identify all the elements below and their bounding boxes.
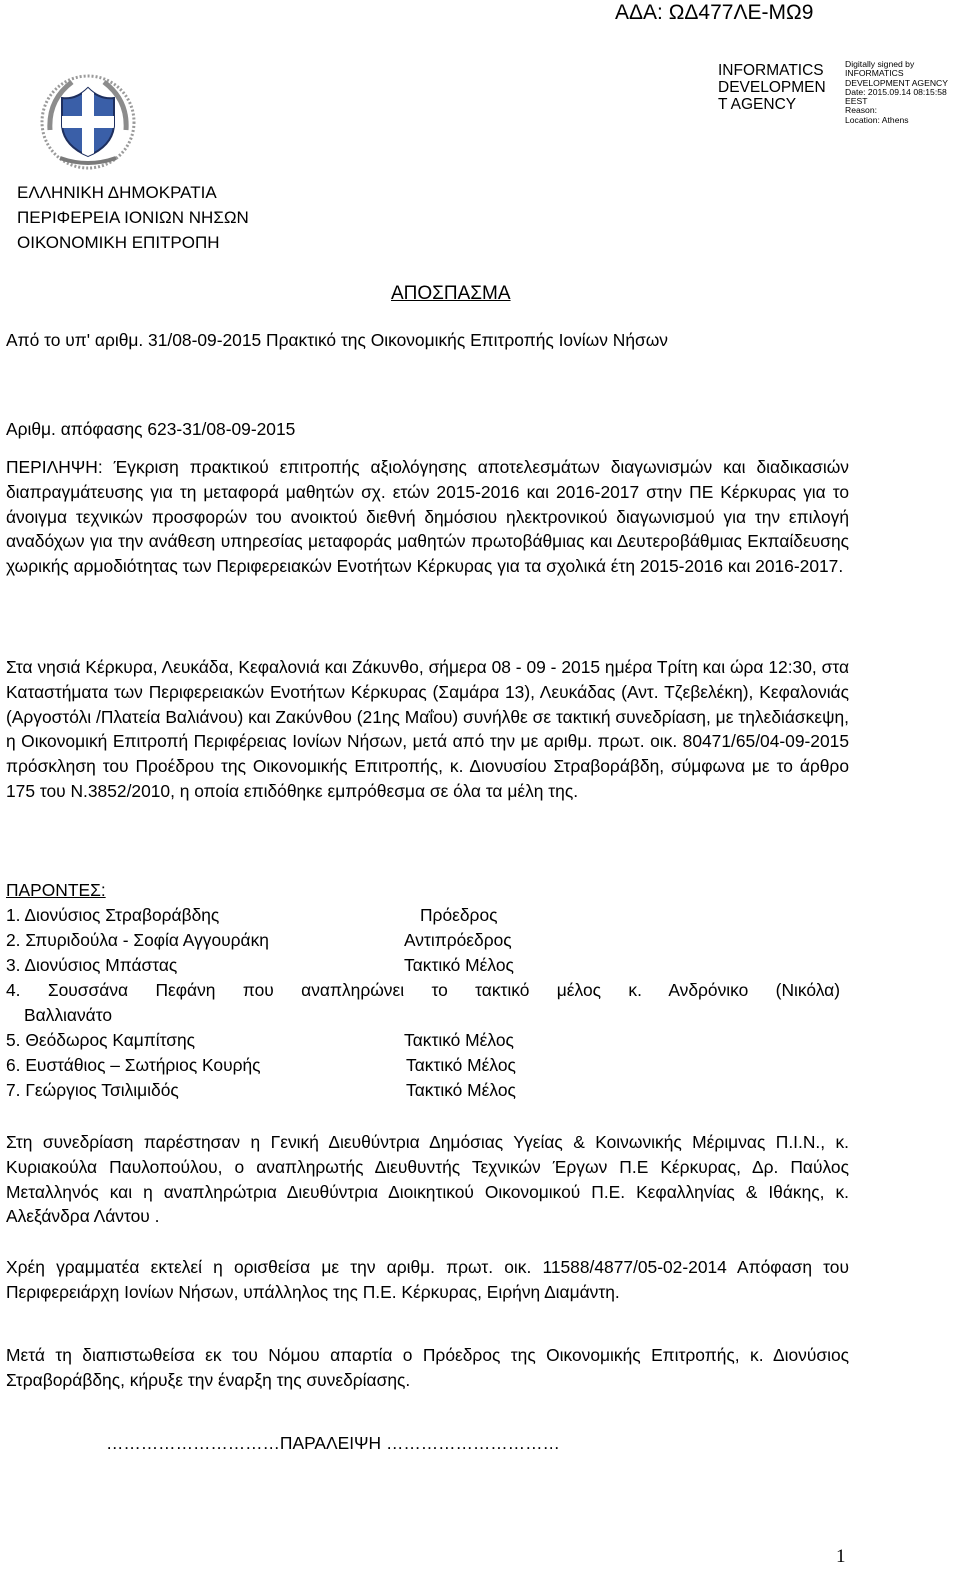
summary-paragraph bbox=[6, 455, 849, 579]
greek-emblem-icon bbox=[38, 70, 138, 170]
omission-marker: …………………………ΠΑΡΑΛΕΙΨΗ ………………………… bbox=[106, 1433, 560, 1453]
member-role: Βαλλιανάτο bbox=[24, 1005, 113, 1025]
header-line: ΟΙΚΟΝΟΜΙΚΗ ΕΠΙΤΡΟΠΗ bbox=[17, 233, 220, 252]
signature-detail-line: Reason: bbox=[845, 105, 878, 116]
member-name: 7. Γεώργιος Τσιλιμιδός bbox=[6, 1080, 179, 1100]
member-role: Τακτικό Μέλος bbox=[406, 1080, 516, 1100]
present-label: ΠΑΡΟΝΤΕΣ: bbox=[6, 880, 106, 900]
summary-text: Έγκριση πρακτικού επιτροπής αξιολόγησης αποτελεσμάτων διαγωνισμών και διαδικασιών διαπραγμάτευσης για τη μεταφορά μαθητών σχ. ετών 2015-2016 και 2016-2017 στην ΠΕ Κέρκυρας για το άνοιγμα τεχνικών προσφορών του ανοικτού διεθνή δημόσιου ηλεκτρονικού διαγωνισμού για την επιλογή αναδόχων για την ανάθεση υπηρεσίας μεταφοράς μαθητών πρωτοβάθμιας και Δευτεροβάθμιας Εκπαίδευσης χωρικής αρμοδιότητας των Περιφερειακών Ενοτήτων Κέρκυρας για τα σχολικά έτη 2015-2016 και 2016-2017. bbox=[6, 457, 849, 577]
quorum-paragraph: Μετά τη διαπιστωθείσα εκ του Νόμου απαρτία ο Πρόεδρος της Οικονομικής Επιτροπής, κ. Διονύσιος Στραβοράβδης, κήρυξε την έναρξη της συνεδρίασης. bbox=[6, 1345, 849, 1390]
member-role: Τακτικό Μέλος bbox=[404, 1030, 514, 1050]
member-role: Τακτικό Μέλος bbox=[404, 955, 514, 975]
signature-detail-line: Digitally signed by bbox=[845, 59, 915, 69]
decision-number: Αριθμ. απόφασης 623-31/08-09-2015 bbox=[6, 419, 296, 439]
signature-name-line: DEVELOPMEN bbox=[718, 79, 826, 96]
signature-name bbox=[718, 62, 840, 113]
meeting-paragraph: Στα νησιά Κέρκυρα, Λευκάδα, Κεφαλονιά και Ζάκυνθο, σήμερα 08 - 09 - 2015 ημέρα Τρίτη και ώρα 12:30, στα Καταστήματα των Περιφερειακών Ενοτήτων Κέρκυρας (Σαμάρα 13), Λευκάδας (Αντ. Τζεβελέκη), Κεφαλονιάς (Αργοστόλι /Πλατεία Βαλιάνου) και Ζακύνθου (21ης Μαΐου) συνήλθε σε τακτική συνεδρίαση, με τηλεδιάσκεψη, η Οικονομική Επιτροπή Περιφέρειας Ιονίων Νήσων, μετά από την με αριθμ. πρωτ. οικ. 80471/65/04-09-2015 πρόσκληση του Προέδρου της Οικονομικής Επιτροπής, κ. Διονυσίου Στραβοράβδη, σύμφωνα με το άρθρο 175 του Ν.3852/2010, η οποία επιδόθηκε εμπρόθεσμα σε όλα τα μέλη της. bbox=[6, 657, 849, 801]
page-number: 1 bbox=[836, 1546, 846, 1567]
member-name: 3. Διονύσιος Μπάστας bbox=[6, 955, 178, 975]
minutes-reference: Από το υπ' αριθμ. 31/08-09-2015 Πρακτικό της Οικονομικής Επιτροπής Ιονίων Νήσων bbox=[6, 330, 669, 350]
signature-detail-line: Date: 2015.09.14 08:15:58 bbox=[845, 86, 947, 97]
signature-detail-line: EEST bbox=[845, 96, 868, 107]
attendees-paragraph: Στη συνεδρίαση παρέστησαν η Γενική Διευθύντρια Δημόσιας Υγείας & Κοινωνικής Μέριμνας Π.Ι.Ν., κ. Κυριακούλα Παυλοπούλου, ο αναπληρωτής Διευθυντής Τεχνικών Έργων Π.Ε Κέρκυρας, Δρ. Παύλος Μεταλληνός και η αναπληρώτρια Διευθύντρια Διοικητικού Οικονομικού Π.Ε. Κεφαλληνίας & Ιθάκης, κ. Αλεξάνδρα Λάντου . bbox=[6, 1132, 849, 1227]
signature-detail-line: DEVELOPMENT AGENCY bbox=[845, 77, 948, 88]
header-line: ΠΕΡΙΦΕΡΕΙΑ ΙΟΝΙΩΝ ΝΗΣΩΝ bbox=[17, 208, 249, 227]
member-role: Πρόεδρος bbox=[420, 905, 498, 925]
header-line: ΕΛΛΗΝΙΚΗ ΔΗΜΟΚΡΑΤΙΑ bbox=[17, 183, 217, 202]
secretary-paragraph: Χρέη γραμματέα εκτελεί η ορισθείσα με την αριθμ. πρωτ. οικ. 11588/4877/05-02-2014 Απόφαση του Περιφερειάρχη Ιονίων Νήσων, υπάλληλος της Π.Ε. Κέρκυρας, Ειρήνη Διαμάντη. bbox=[6, 1257, 849, 1302]
member-name: 2. Σπυριδούλα - Σοφία Αγγουράκη bbox=[6, 930, 269, 950]
signature-name-line: T AGENCY bbox=[718, 96, 797, 113]
signature-detail-line: Location: Athens bbox=[845, 114, 909, 125]
member-name: 5. Θεόδωρος Καμπίτσης bbox=[6, 1030, 196, 1050]
issuer-header bbox=[17, 180, 249, 255]
member-role: Αντιπρόεδρος bbox=[404, 930, 512, 950]
signature-name-line: INFORMATICS bbox=[718, 62, 824, 79]
summary-label: ΠΕΡΙΛΗΨΗ: bbox=[6, 457, 103, 477]
member-role: Τακτικό Μέλος bbox=[406, 1055, 516, 1075]
member-name: 6. Ευστάθιος – Σωτήριος Κουρής bbox=[6, 1055, 261, 1075]
member-name: 4. Σουσσάνα Πεφάνη που αναπληρώνει το τακτικό μέλος κ. Ανδρόνικο (Νικόλα) bbox=[6, 980, 840, 1000]
signature-details bbox=[845, 60, 948, 125]
member-name: 1. Διονύσιος Στραβοράβδης bbox=[6, 905, 220, 925]
document-title: ΑΠΟΣΠΑΣΜΑ bbox=[391, 283, 511, 304]
signature-detail-line: INFORMATICS bbox=[845, 68, 904, 79]
ada-code: ΑΔΑ: ΩΔ477ΛΕ-ΜΩ9 bbox=[615, 1, 814, 24]
